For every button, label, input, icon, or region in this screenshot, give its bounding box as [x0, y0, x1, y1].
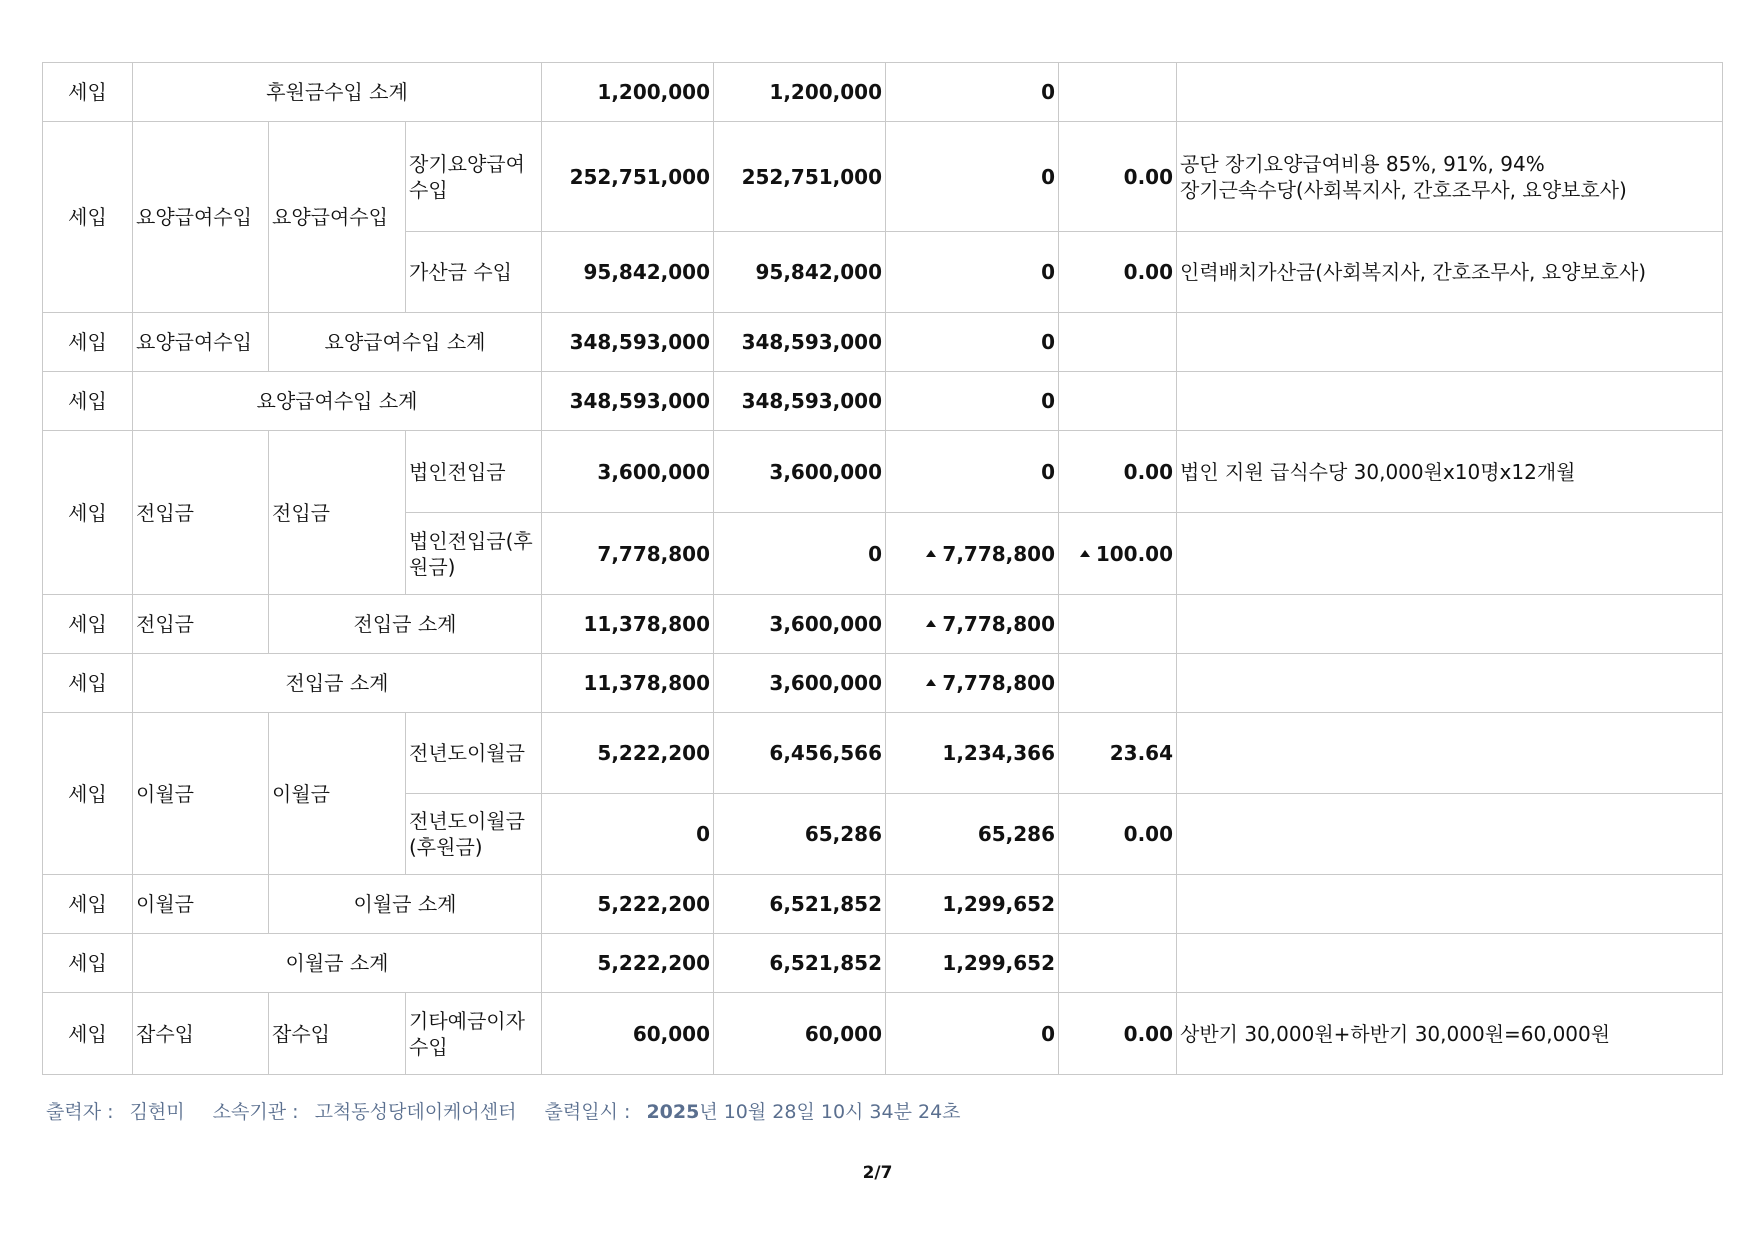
- table-row: [43, 654, 1723, 713]
- settled-amount: 0: [714, 513, 886, 595]
- budget-amount: 11,378,800: [542, 595, 714, 654]
- subtotal-label: 이월금 소계: [133, 934, 542, 993]
- print-datetime: 년 10월 28일 10시 34분 24초: [699, 1101, 961, 1123]
- category-cell: 세입: [43, 372, 133, 431]
- rate-cell: 0.00: [1059, 431, 1177, 513]
- rate-cell: [1059, 372, 1177, 431]
- memo-line: 상반기 30,000원+하반기 30,000원=60,000원: [1180, 1021, 1611, 1046]
- print-year: 2025: [646, 1101, 700, 1123]
- memo-cell: [1177, 232, 1723, 313]
- memo-cell: [1177, 654, 1723, 713]
- section-cell: 전입금: [133, 595, 269, 654]
- settled-amount: 348,593,000: [714, 372, 886, 431]
- settled-amount: 60,000: [714, 993, 886, 1075]
- category-cell: 세입: [43, 993, 133, 1075]
- difference-amount: 0: [886, 372, 1059, 431]
- memo-line: 장기근속수당(사회복지사, 간호조무사, 요양보호사): [1180, 177, 1627, 202]
- category-cell: 세입: [43, 875, 133, 934]
- table-row: [43, 875, 1723, 934]
- difference-value: 7,778,800: [942, 612, 1056, 636]
- memo-line: 공단 장기요양급여비용 85%, 91%, 94%: [1180, 151, 1545, 176]
- table-row: [43, 122, 1723, 232]
- budget-amount: 1,200,000: [542, 63, 714, 122]
- settled-amount: 95,842,000: [714, 232, 886, 313]
- budget-amount: 3,600,000: [542, 431, 714, 513]
- difference-value: 7,778,800: [942, 671, 1056, 695]
- memo-cell: [1177, 122, 1723, 232]
- memo-cell: [1177, 595, 1723, 654]
- rate-cell: 23.64: [1059, 713, 1177, 794]
- settled-amount: 65,286: [714, 794, 886, 875]
- category-cell: 세입: [43, 122, 133, 313]
- rate-cell: 0.00: [1059, 794, 1177, 875]
- memo-cell: [1177, 794, 1723, 875]
- detail-cell: 법인전입금: [406, 431, 542, 513]
- difference-amount: 0: [886, 431, 1059, 513]
- budget-amount: 5,222,200: [542, 875, 714, 934]
- section-cell: 이월금: [133, 713, 269, 875]
- org-name: 고척동성당데이케어센터: [314, 1101, 517, 1123]
- table-row: [43, 372, 1723, 431]
- table-row: [43, 431, 1723, 513]
- rate-cell: 0.00: [1059, 993, 1177, 1075]
- category-cell: 세입: [43, 431, 133, 595]
- rate-cell: [1059, 875, 1177, 934]
- table-row: [43, 595, 1723, 654]
- rate-value: 100.00: [1095, 541, 1174, 566]
- subtotal-label: 전입금 소계: [133, 654, 542, 713]
- section-cell: 잡수입: [133, 993, 269, 1075]
- memo-cell: [1177, 875, 1723, 934]
- page-number: 2/7: [862, 1163, 893, 1183]
- difference-amount: 1,299,652: [886, 934, 1059, 993]
- rate-cell: 0.00: [1059, 232, 1177, 313]
- triangle-up-icon: [926, 679, 936, 686]
- difference-amount: 0: [886, 993, 1059, 1075]
- rate-cell: [1059, 595, 1177, 654]
- triangle-up-icon: [1080, 550, 1090, 557]
- budget-amount: 5,222,200: [542, 934, 714, 993]
- difference-amount: [886, 595, 1059, 654]
- budget-amount: 5,222,200: [542, 713, 714, 794]
- rate-cell: 0.00: [1059, 122, 1177, 232]
- memo-cell: [1177, 431, 1723, 513]
- difference-amount: 0: [886, 232, 1059, 313]
- detail-cell: 가산금 수입: [406, 232, 542, 313]
- category-cell: 세입: [43, 713, 133, 875]
- memo-cell: [1177, 313, 1723, 372]
- memo-cell: [1177, 63, 1723, 122]
- triangle-up-icon: [926, 620, 936, 627]
- difference-amount: 0: [886, 122, 1059, 232]
- category-cell: 세입: [43, 654, 133, 713]
- item-cell: 잡수입: [269, 993, 406, 1075]
- section-cell: 요양급여수입: [133, 313, 269, 372]
- rate-cell: [1059, 513, 1177, 595]
- memo-cell: [1177, 513, 1723, 595]
- subtotal-label: 전입금 소계: [269, 595, 542, 654]
- budget-amount: 95,842,000: [542, 232, 714, 313]
- printer-name: 김현미: [129, 1101, 185, 1123]
- subtotal-label: 요양급여수입 소계: [269, 313, 542, 372]
- difference-value: 7,778,800: [942, 541, 1056, 566]
- table-row: [43, 63, 1723, 122]
- triangle-up-icon: [926, 550, 936, 557]
- table-row: [43, 993, 1723, 1075]
- settled-amount: 1,200,000: [714, 63, 886, 122]
- item-cell: 이월금: [269, 713, 406, 875]
- budget-amount: 348,593,000: [542, 372, 714, 431]
- org-label: 소속기관 :: [212, 1101, 299, 1123]
- difference-amount: 0: [886, 63, 1059, 122]
- category-cell: 세입: [43, 595, 133, 654]
- category-cell: 세입: [43, 313, 133, 372]
- settled-amount: 6,521,852: [714, 875, 886, 934]
- budget-amount: 60,000: [542, 993, 714, 1075]
- rate-cell: [1059, 63, 1177, 122]
- rate-cell: [1059, 654, 1177, 713]
- detail-cell: 기타예금이자수입: [406, 993, 542, 1075]
- budget-amount: 7,778,800: [542, 513, 714, 595]
- table-row: [43, 934, 1723, 993]
- date-label: 출력일시 :: [544, 1101, 631, 1123]
- memo-line: 법인 지원 급식수당 30,000원x10명x12개월: [1180, 459, 1576, 484]
- category-cell: 세입: [43, 63, 133, 122]
- memo-line: 인력배치가산금(사회복지사, 간호조무사, 요양보호사): [1180, 260, 1647, 284]
- settled-amount: 6,521,852: [714, 934, 886, 993]
- budget-amount: 348,593,000: [542, 313, 714, 372]
- memo-cell: [1177, 372, 1723, 431]
- print-footer: [46, 1097, 971, 1124]
- subtotal-label: 이월금 소계: [269, 875, 542, 934]
- difference-amount: 1,234,366: [886, 713, 1059, 794]
- subtotal-label: 후원금수입 소계: [133, 63, 542, 122]
- settled-amount: 3,600,000: [714, 431, 886, 513]
- budget-amount: 252,751,000: [542, 122, 714, 232]
- budget-table: [42, 62, 1723, 1075]
- table-row: [43, 713, 1723, 794]
- rate-cell: [1059, 934, 1177, 993]
- settled-amount: 6,456,566: [714, 713, 886, 794]
- difference-amount: [886, 654, 1059, 713]
- settled-amount: 252,751,000: [714, 122, 886, 232]
- difference-amount: [886, 513, 1059, 595]
- printer-label: 출력자 :: [46, 1101, 114, 1123]
- settled-amount: 348,593,000: [714, 313, 886, 372]
- item-cell: 요양급여수입: [269, 122, 406, 313]
- settled-amount: 3,600,000: [714, 595, 886, 654]
- section-cell: 요양급여수입: [133, 122, 269, 313]
- detail-cell: 전년도이월금: [406, 713, 542, 794]
- settled-amount: 3,600,000: [714, 654, 886, 713]
- difference-amount: 65,286: [886, 794, 1059, 875]
- budget-amount: 11,378,800: [542, 654, 714, 713]
- detail-cell: 전년도이월금(후원금): [406, 794, 542, 875]
- section-cell: 전입금: [133, 431, 269, 595]
- rate-cell: [1059, 313, 1177, 372]
- difference-amount: 0: [886, 313, 1059, 372]
- detail-cell: 법인전입금(후원금): [406, 513, 542, 595]
- memo-cell: [1177, 713, 1723, 794]
- table-row: [43, 313, 1723, 372]
- category-cell: 세입: [43, 934, 133, 993]
- difference-amount: 1,299,652: [886, 875, 1059, 934]
- section-cell: 이월금: [133, 875, 269, 934]
- item-cell: 전입금: [269, 431, 406, 595]
- detail-cell: 장기요양급여수입: [406, 122, 542, 232]
- memo-cell: [1177, 934, 1723, 993]
- memo-cell: [1177, 993, 1723, 1075]
- subtotal-label: 요양급여수입 소계: [133, 372, 542, 431]
- budget-amount: 0: [542, 794, 714, 875]
